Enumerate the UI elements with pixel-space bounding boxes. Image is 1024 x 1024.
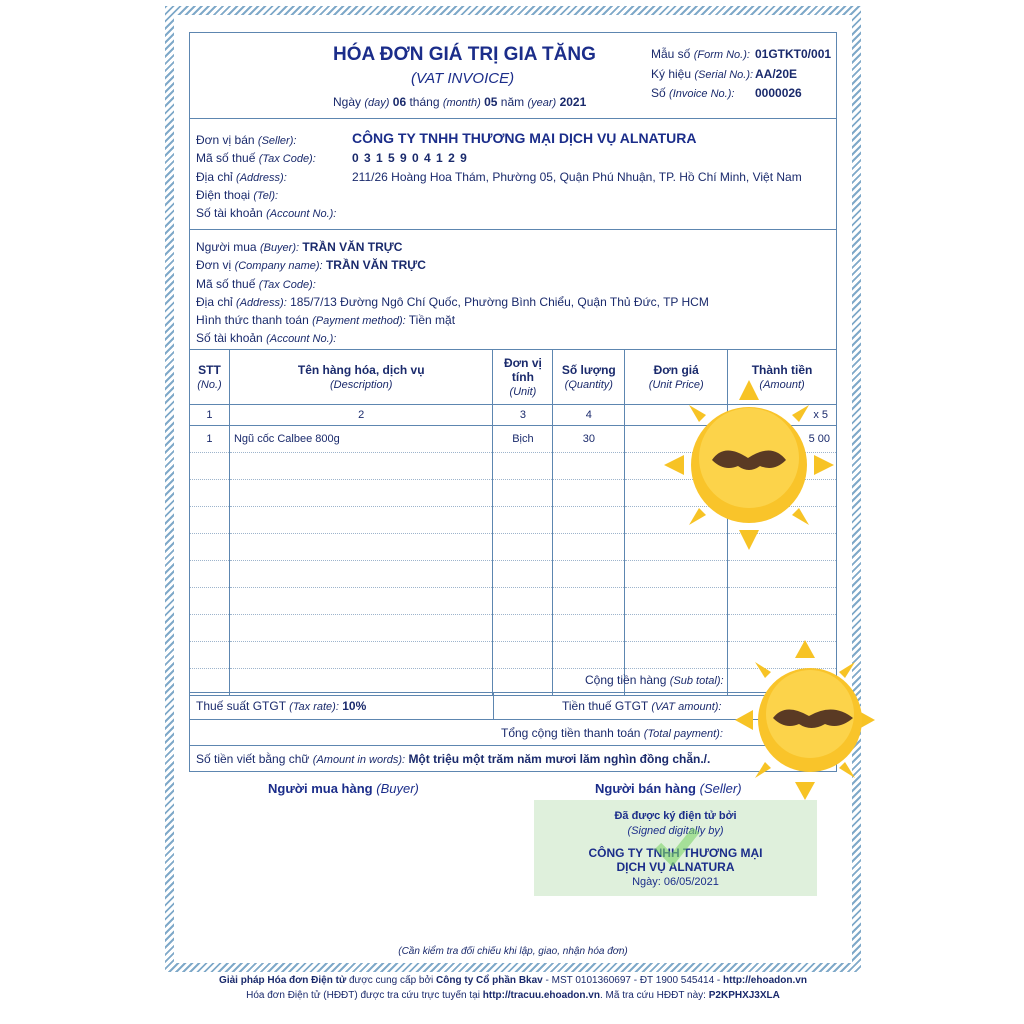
footer-line2: Hóa đơn Điện tử (HĐĐT) được tra cứu trực tuyến tại http://tracuu.ehoadon.vn. Mã tra cứu HĐĐT này: P2KPHXJ3XLA <box>246 990 780 1001</box>
col-amount: Thành tiền (Amount) <box>728 350 837 405</box>
col-number: 1 <box>190 405 230 426</box>
digital-signature-box[interactable] <box>534 800 817 896</box>
row-unit: Bịch <box>493 426 553 453</box>
row-description: Ngũ cốc Calbee 800g <box>229 426 493 453</box>
buyer-signature-label: Người mua hàng (Buyer) <box>268 781 419 796</box>
seller-account-label: Số tài khoản (Account No.): <box>196 206 337 220</box>
col-number: 4 <box>553 405 625 426</box>
lookup-code: P2KPHXJ3XLA <box>708 990 780 1001</box>
divider <box>189 229 837 230</box>
amount-in-words-row: Số tiền viết bằng chữ (Amount in words): Một triệu một trăm năm mươi lăm nghìn đồng chẵn./. <box>196 752 711 766</box>
invoice-no-label: Số (Invoice No.): <box>651 86 735 100</box>
seller-label: Đơn vị bán (Seller): <box>196 133 297 147</box>
col-description: Tên hàng hóa, dịch vụ (Description) <box>229 350 493 405</box>
buyer-address-row: Địa chỉ (Address): 185/7/13 Đường Ngô Chí Quốc, Phường Bình Chiểu, Quận Thủ Đức, TP HCM <box>196 295 709 309</box>
signed-company-line2: DỊCH VỤ ALNATURA <box>616 860 735 874</box>
seller-tax-label: Mã số thuế (Tax Code): <box>196 151 316 165</box>
seller-address: 211/26 Hoàng Hoa Thám, Phường 05, Quận Phú Nhuận, TP. Hồ Chí Minh, Việt Nam <box>352 170 802 184</box>
signed-company-line1: CÔNG TY TNHH THƯƠNG MẠI <box>588 846 763 860</box>
footer-line1: Giải pháp Hóa đơn Điện tử được cung cấp bởi Công ty Cổ phần Bkav - MST 0101360697 - ĐT 1900 545414 - http://ehoadon.vn <box>219 975 807 986</box>
seller-signature-label: Người bán hàng (Seller) <box>595 781 742 796</box>
ehoadon-link[interactable]: http://ehoadon.vn <box>723 975 807 986</box>
row-quantity: 30 <box>553 426 625 453</box>
col-number: 2 <box>229 405 493 426</box>
serial-no-value: AA/20E <box>755 67 798 81</box>
total-payment-label: Tổng cộng tiền thanh toán (Total payment): <box>501 726 723 740</box>
serial-no-label: Ký hiệu (Serial No.): <box>651 67 754 81</box>
row-stt: 1 <box>190 426 230 453</box>
form-no-value: 01GTKT0/001 <box>755 47 832 61</box>
col-number: x 5 <box>728 405 837 426</box>
buyer-account-label: Số tài khoản (Account No.): <box>196 331 337 345</box>
checkmark-icon <box>652 820 702 870</box>
buyer-company: TRẦN VĂN TRỰC <box>325 258 426 272</box>
tracuu-link[interactable]: http://tracuu.ehoadon.vn <box>482 990 600 1001</box>
payment-method-row: Hình thức thanh toán (Payment method): Tiền mặt <box>196 313 456 327</box>
divider <box>493 693 494 719</box>
amount-in-words: Một triệu một trăm năm mươi lăm nghìn đồng chẵn./. <box>408 752 711 766</box>
check-note: (Cần kiểm tra đối chiếu khi lập, giao, nhận hóa đơn) <box>398 946 628 957</box>
table-row <box>190 588 837 615</box>
invoice-date: Ngày (day) 06 tháng (month) 05 năm (year) 2021 <box>333 95 587 109</box>
col-stt: STT (No.) <box>190 350 230 405</box>
table-row <box>190 561 837 588</box>
buyer-row: Người mua (Buyer): TRẦN VĂN TRỰC <box>196 240 403 254</box>
seller-tel-label: Điện thoại (Tel): <box>196 188 279 202</box>
col-number: 3 <box>493 405 553 426</box>
buyer-company-row: Đơn vị (Company name): TRẦN VĂN TRỰC <box>196 258 426 272</box>
signed-subtitle: (Signed digitally by) <box>627 825 724 837</box>
buyer-tax-label: Mã số thuế (Tax Code): <box>196 277 316 291</box>
sun-mustache-sticker-icon <box>664 380 834 550</box>
invoice-subtitle: (VAT INVOICE) <box>411 70 515 87</box>
tax-rate-row: Thuế suất GTGT (Tax rate): 10% <box>196 699 367 713</box>
table-row <box>190 615 837 642</box>
seller-tax-code: 0 3 1 5 9 0 4 1 2 9 <box>352 151 468 165</box>
col-unit: Đơn vị tính (Unit) <box>493 350 553 405</box>
signed-title: Đã được ký điện tử bởi <box>614 810 737 822</box>
tax-rate: 10% <box>342 699 367 713</box>
subtotal-label: Cộng tiền hàng (Sub total): <box>585 673 724 687</box>
buyer-address: 185/7/13 Đường Ngô Chí Quốc, Phường Bình Chiểu, Quận Thủ Đức, TP HCM <box>290 295 709 309</box>
payment-method: Tiền mặt <box>408 313 456 327</box>
col-unit-price: Đơn giá (Unit Price) <box>625 350 728 405</box>
row-amount: 5 00 <box>728 426 837 453</box>
buyer-name: TRẦN VĂN TRỰC <box>302 240 403 254</box>
col-quantity: Số lượng (Quantity) <box>553 350 625 405</box>
seller-name: CÔNG TY TNHH THƯƠNG MẠI DỊCH VỤ ALNATURA <box>352 130 697 146</box>
signed-date: Ngày: 06/05/2021 <box>632 876 719 888</box>
form-no-label: Mẫu số (Form No.): <box>651 47 750 61</box>
sun-mustache-sticker-icon <box>735 640 875 800</box>
seller-address-label: Địa chỉ (Address): <box>196 170 287 184</box>
invoice-no-value: 0000026 <box>755 86 802 100</box>
vat-amount-label: Tiền thuế GTGT (VAT amount): <box>562 699 722 713</box>
invoice-title: HÓA ĐƠN GIÁ TRỊ GIA TĂNG <box>333 44 596 65</box>
divider <box>189 118 837 119</box>
